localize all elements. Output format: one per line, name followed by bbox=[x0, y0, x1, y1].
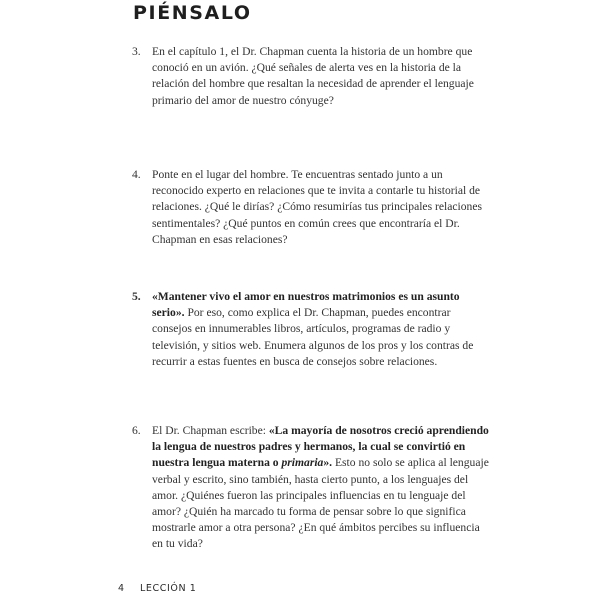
question-body bbox=[152, 289, 492, 370]
question-quote-part-b: ». bbox=[323, 456, 333, 470]
question-3 bbox=[132, 44, 492, 109]
question-number: 4. bbox=[132, 168, 141, 181]
question-number: 3. bbox=[132, 45, 141, 58]
question-quote-italic: primaria bbox=[281, 456, 324, 470]
question-quote: «Mantener vivo el amor en nuestros matrimonios es un asunto serio». bbox=[152, 290, 460, 320]
page-number: 4 bbox=[118, 583, 125, 594]
question-4 bbox=[132, 167, 492, 248]
page-title: PIÉNSALO bbox=[133, 2, 252, 24]
section-label: LECCIÓN 1 bbox=[140, 583, 197, 594]
question-body bbox=[152, 423, 492, 553]
question-5 bbox=[132, 289, 492, 370]
question-text: Esto no solo se aplica al lenguaje verbal y escrito, sino también, hasta cierto punto, a los lenguajes del amor. ¿Quiénes fueron las principales influencias en tu lenguaje del amor? ¿Quién ha marcado tu forma de pensar sobre lo que significa mostrarle amor a otra persona? ¿En qué ámbitos percibes su influencia en tu vida? bbox=[152, 456, 489, 551]
question-text: En el capítulo 1, el Dr. Chapman cuenta la historia de un hombre que conoció en un avión. ¿Qué señales de alerta ves en la historia de la relación del hombre que resaltan la necesidad de aprender el lenguaje primario del amor de nuestro cónyuge? bbox=[152, 45, 474, 107]
question-number: 6. bbox=[132, 424, 141, 437]
question-quote-part-a: «La mayoría de nosotros creció aprendiendo la lengua de nuestros padres y hermanos, la cual se convirtió en nuestra lengua materna o bbox=[152, 424, 489, 470]
question-number: 5. bbox=[132, 290, 141, 303]
question-text: Ponte en el lugar del hombre. Te encuentras sentado junto a un reconocido experto en relaciones que te invita a contarle tu historial de relaciones. ¿Qué le dirías? ¿Cómo resumirías tus principales relaciones sentimentales? ¿Qué puntos en común crees que encontraría el Dr. Chapman en esas relaciones? bbox=[152, 168, 482, 246]
question-text: Por eso, como explica el Dr. Chapman, puedes encontrar consejos en innumerables libros, artículos, programas de radio y televisión, y sitios web. Enumera algunos de los pros y los contras de recurrir a estas fuentes en busca de consejos sobre relaciones. bbox=[152, 306, 474, 368]
question-6 bbox=[132, 423, 492, 553]
page-footer bbox=[118, 583, 196, 594]
question-intro: El Dr. Chapman escribe: bbox=[152, 424, 269, 437]
